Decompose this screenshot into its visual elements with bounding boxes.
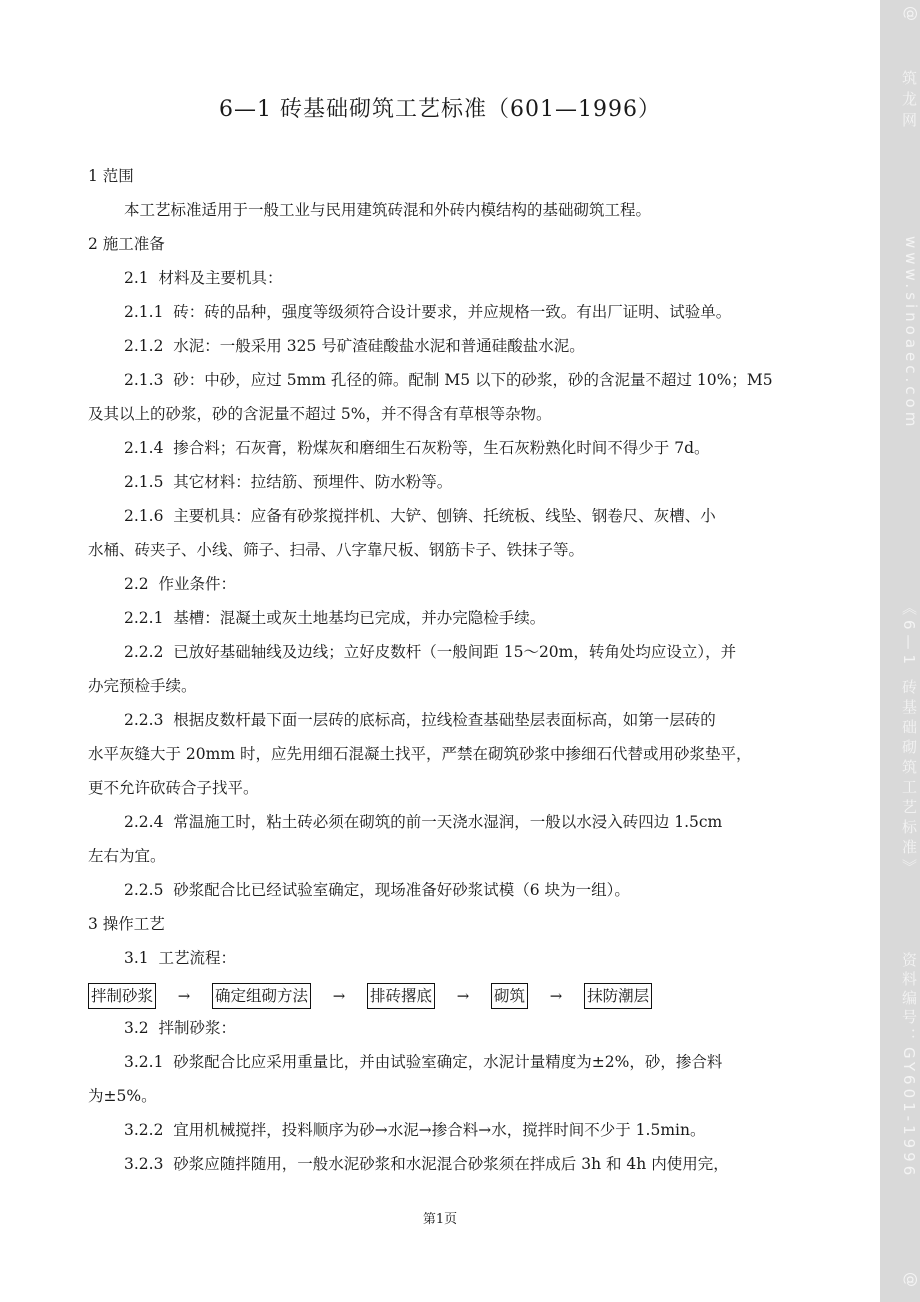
text-line: 水平灰缝大于 20mm 时，应先用细石混凝土找平，严禁在砌筑砂浆中掺细石代替或用砂浆垫平，: [88, 745, 752, 763]
text-line: 2.2 作业条件：: [124, 575, 237, 593]
text-line: 3 操作工艺: [88, 915, 165, 933]
text-line: 3.2.3 砂浆应随拌随用，一般水泥砂浆和水泥混合砂浆须在拌成后 3h 和 4h 内使用完，: [124, 1155, 729, 1173]
sidebar-at-top: @: [902, 6, 920, 21]
text-line: 水桶、砖夹子、小线、筛子、扫帚、八字靠尺板、钢筋卡子、铁抹子等。: [88, 541, 585, 559]
text-line: 2.2.4 常温施工时，粘土砖必须在砌筑的前一天浇水湿润，一般以水浸入砖四边 1.5cm: [124, 813, 723, 831]
text-line: 3.2.2 宜用机械搅拌，投料顺序为砂→水泥→掺合料→水，搅拌时间不少于 1.5min。: [124, 1121, 706, 1139]
text-line: 2.1.6 主要机具：应备有砂浆搅拌机、大铲、刨锛、托统板、线坠、钢卷尺、灰槽、小: [124, 507, 716, 525]
sidebar-site-name: 筑龙网: [900, 70, 918, 133]
text-line: 为±5%。: [88, 1087, 157, 1105]
text-line: 3.2.1 砂浆配合比应采用重量比，并由试验室确定，水泥计量精度为±2%，砂，掺合料: [124, 1053, 723, 1071]
text-line: 2.2.3 根据皮数杆最下面一层砖的底标高，拉线检查基础垫层表面标高，如第一层砖的: [124, 711, 716, 729]
text-line: 2.1.5 其它材料：拉结筋、预埋件、防水粉等。: [124, 473, 453, 491]
text-line: 2.1 材料及主要机具：: [124, 269, 283, 287]
text-line: 左右为宜。: [88, 847, 166, 865]
flow-arrow: →: [332, 987, 346, 1005]
sidebar-document-name: 《6—1 砖基础砌筑工艺标准》: [900, 600, 918, 879]
sidebar-document-number: 资料编号：GY601-1996: [900, 952, 918, 1180]
flow-step-box: 抹防潮层: [584, 983, 652, 1009]
flow-arrow: →: [549, 987, 563, 1005]
document-title: 6—1 砖基础砌筑工艺标准（601—1996）: [219, 97, 661, 122]
text-line: 2.1.3 砂：中砂，应过 5mm 孔径的筛。配制 M5 以下的砂浆，砂的含泥量不超过 10%；M5: [124, 371, 773, 389]
text-line: 2.2.5 砂浆配合比已经试验室确定，现场准备好砂浆试模（6 块为一组）。: [124, 881, 630, 899]
text-line: 2 施工准备: [88, 235, 165, 253]
text-line: 本工艺标准适用于一般工业与民用建筑砖混和外砖内模结构的基础砌筑工程。: [124, 201, 652, 219]
text-line: 2.2.1 基槽：混凝土或灰土地基均已完成，并办完隐检手续。: [124, 609, 546, 627]
watermark-sidebar: [880, 0, 920, 1302]
flow-arrow: →: [177, 987, 191, 1005]
text-line: 2.2.2 已放好基础轴线及边线；立好皮数杆（一般间距 15～20m，转角处均应设立），并: [124, 643, 737, 661]
flow-arrow: →: [456, 987, 470, 1005]
text-line: 2.1.4 掺合料；石灰膏，粉煤灰和磨细生石灰粉等，生石灰粉熟化时间不得少于 7d。: [124, 439, 710, 457]
text-line: 办完预检手续。: [88, 677, 197, 695]
sidebar-url: www.sinoaec.com: [902, 236, 920, 431]
process-flow: [88, 978, 838, 1014]
document-body: [88, 162, 838, 1184]
text-line: 2.1.1 砖：砖的品种，强度等级须符合设计要求，并应规格一致。有出厂证明、试验单。: [124, 303, 732, 321]
page-number: 第1页: [422, 1212, 458, 1227]
text-line: 2.1.2 水泥：一般采用 325 号矿渣硅酸盐水泥和普通硅酸盐水泥。: [124, 337, 585, 355]
flow-step-box: 确定组砌方法: [212, 983, 311, 1009]
text-line: 3.1 工艺流程：: [124, 949, 237, 967]
flow-step-box: 排砖撂底: [367, 983, 435, 1009]
text-line: 更不允许砍砖合子找平。: [88, 779, 259, 797]
flow-step-box: 砌筑: [491, 983, 528, 1009]
flow-step-box: 拌制砂浆: [88, 983, 156, 1009]
text-line: 及其以上的砂浆，砂的含泥量不超过 5%，并不得含有草根等杂物。: [88, 405, 552, 423]
text-line: 1 范围: [88, 167, 134, 185]
sidebar-at-bottom: @: [902, 1272, 920, 1287]
text-line: 3.2 拌制砂浆：: [124, 1019, 237, 1037]
